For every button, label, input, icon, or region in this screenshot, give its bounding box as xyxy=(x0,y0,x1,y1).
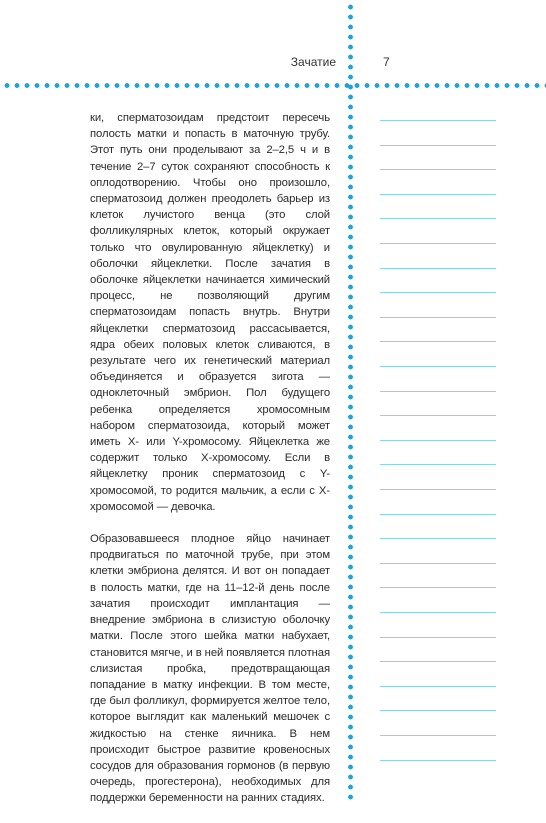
paragraph: Образовавшееся плодное яйцо начинает продвигаться по маточной трубе, при этом клетки эмбриона делятся. И вот он попадает в полость матки, где на 11–12-й день после зачатия происходит имплантация — внедрение эмбриона в слизистую оболочку матки. После этого шейка матки набухает, становится мягче, и в ней появляется плотная слизистая пробка, предотвращающая попадание в матку инфекции. В том месте, где был фолликул, формируется желтое тело, которое выглядит как маленький мешочек с жидкостью на стенке яичника. В нем происходит быстрое развитие кровеносных сосудов для образования гормонов (в первую очередь, прогестерона), необходимых для поддержки беременности на ранних стадиях. xyxy=(90,533,330,805)
note-line xyxy=(380,120,496,121)
note-line xyxy=(380,268,496,269)
body-text xyxy=(90,110,330,823)
note-line xyxy=(380,464,496,465)
notes-area xyxy=(380,98,496,778)
paragraph: ки, сперматозоидам предстоит пересечь полость матки и попасть в маточную трубу. Этот путь они проделывают за 2–2,5 ч и в течение 2–7 суток сохраняют способность к оплодотворению. Чтобы оно произошло, сперматозоид должен преодолеть барьер из клеток лучистого венца (это слой фолликулярных клеток, который окружает только что овулированную яйцеклетку) и оболочки яйцеклетки. После зачатия в оболочке яйцеклетки начинается химический процесс, не позволяющий другим сперматозоидам попасть внутрь. Внутри яйцеклетки сперматозоид рассасывается, ядра обеих половых клеток сливаются, в результате чего их генетический материал объединяется и образуется зигота — одноклеточный эмбрион. Пол будущего ребенка определяется хромосомным набором сперматозоида, который может иметь X- или Y-хромосому. Яйцеклетка же содержит только X-хромосому. Если в яйцеклетку проник сперматозоид с Y-хромосомой, то родится мальчик, а если с X-хромосомой — девочка. xyxy=(90,112,330,513)
note-line xyxy=(380,391,496,392)
note-line xyxy=(380,735,496,736)
note-line xyxy=(380,440,496,441)
note-line xyxy=(380,243,496,244)
note-line xyxy=(380,415,496,416)
vertical-dotted-divider xyxy=(348,0,353,800)
note-line xyxy=(380,169,496,170)
running-title: Зачатие xyxy=(290,55,336,69)
note-line xyxy=(380,292,496,293)
note-line xyxy=(380,710,496,711)
note-line xyxy=(380,686,496,687)
note-line xyxy=(380,366,496,367)
note-line xyxy=(380,563,496,564)
note-line xyxy=(380,587,496,588)
note-line xyxy=(380,538,496,539)
note-line xyxy=(380,194,496,195)
horizontal-dotted-divider xyxy=(0,83,546,88)
note-line xyxy=(380,612,496,613)
page-number: 7 xyxy=(383,55,390,69)
note-line xyxy=(380,145,496,146)
note-line xyxy=(380,760,496,761)
note-line xyxy=(380,637,496,638)
note-line xyxy=(380,661,496,662)
note-line xyxy=(380,218,496,219)
note-line xyxy=(380,514,496,515)
note-line xyxy=(380,317,496,318)
note-line xyxy=(380,341,496,342)
note-line xyxy=(380,489,496,490)
